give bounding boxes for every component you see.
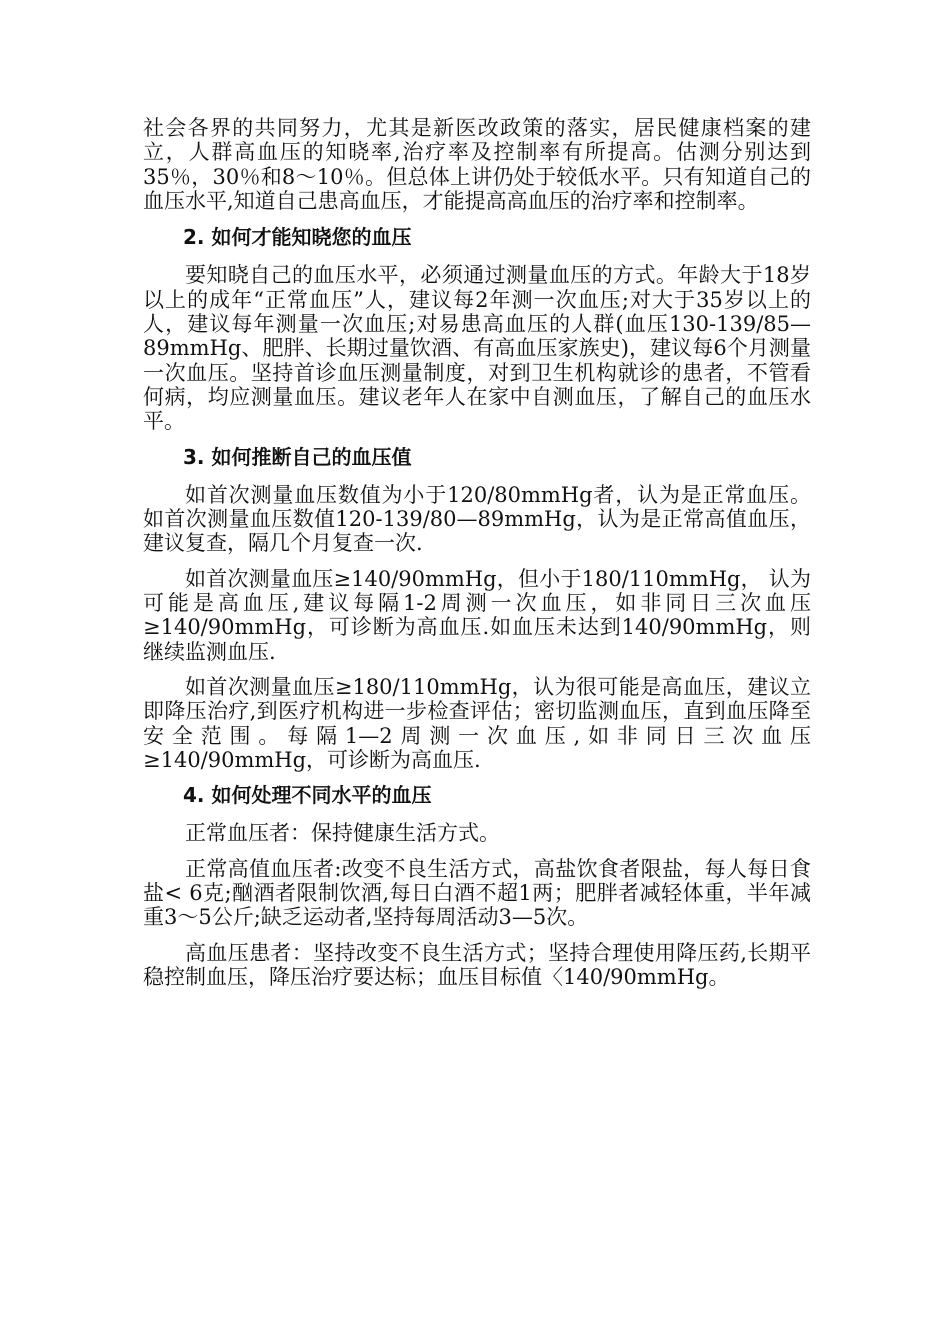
- paragraph-measurement-advice: 要知晓自己的血压水平，必须通过测量血压的方式。年龄大于18岁以上的成年“正常血压”人，建议每2年测一次血压;对大于35岁以上的人，建议每年测量一次血压;对易患高血压的人群(血压130-139/85—89mmHg、肥胖、长期过量饮酒、有高血压家族史)，建议每6个月测量一次血压。坚持首诊血压测量制度，对到卫生机构就诊的患者，不管看何病，均应测量血压。建议老年人在家中自测血压，了解自己的血压水平。: [143, 263, 811, 434]
- paragraph-normal-pressure-advice: 正常血压者：保持健康生活方式。: [185, 821, 500, 846]
- section-heading-handle-blood-pressure: 4. 如何处理不同水平的血压: [183, 783, 432, 808]
- paragraph-likely-hypertension: 如首次测量血压≥180/110mmHg，认为很可能是高血压，建议立即降压治疗,到医疗机构进一步检查评估；密切监测血压，直到血压降至安全范围。每隔1—2周测一次血压,如非同日三次血压≥140/90mmHg，可诊断为高血压.: [143, 674, 811, 772]
- paragraph-hypertension-patient-advice: 高血压患者：坚持改变不良生活方式；坚持合理使用降压药,长期平稳控制血压，降压治疗要达标；血压目标值〈140/90mmHg。: [143, 940, 811, 989]
- paragraph-normal-values: 如首次测量血压数值为小于120/80mmHg者，认为是正常血压。如首次测量血压数值120-139/80—89mmHg，认为是正常高值血压，建议复查，隔几个月复查一次.: [143, 482, 811, 556]
- section-heading-know-blood-pressure: 2. 如何才能知晓您的血压: [183, 225, 412, 250]
- intro-paragraph: 社会各界的共同努力，尤其是新医改政策的落实，居民健康档案的建立，人群高血压的知晓率,治疗率及控制率有所提高。估测分别达到35％，30％和8～10％。但总体上讲仍处于较低水平。只有知道自己的血压水平,知道自己患高血压，才能提高高血压的治疗率和控制率。: [143, 116, 811, 213]
- paragraph-high-normal-advice: 正常高值血压者:改变不良生活方式，高盐饮食者限盐，每人每日食盐< 6克;酗酒者限制饮酒,每日白酒不超1两；肥胖者减轻体重，半年减重3～5公斤;缺乏运动者,坚持每周活动3—5次。: [143, 856, 811, 930]
- document-body: [143, 116, 811, 1000]
- paragraph-possible-hypertension: 如首次测量血压≥140/90mmHg，但小于180/110mmHg， 认为可能是高血压,建议每隔1-2周测一次血压，如非同日三次血压≥140/90mmHg，可诊断为高血压.如血压未达到140/90mmHg，则继续监测血压.: [143, 566, 811, 664]
- section-heading-judge-blood-pressure: 3. 如何推断自己的血压值: [183, 444, 412, 469]
